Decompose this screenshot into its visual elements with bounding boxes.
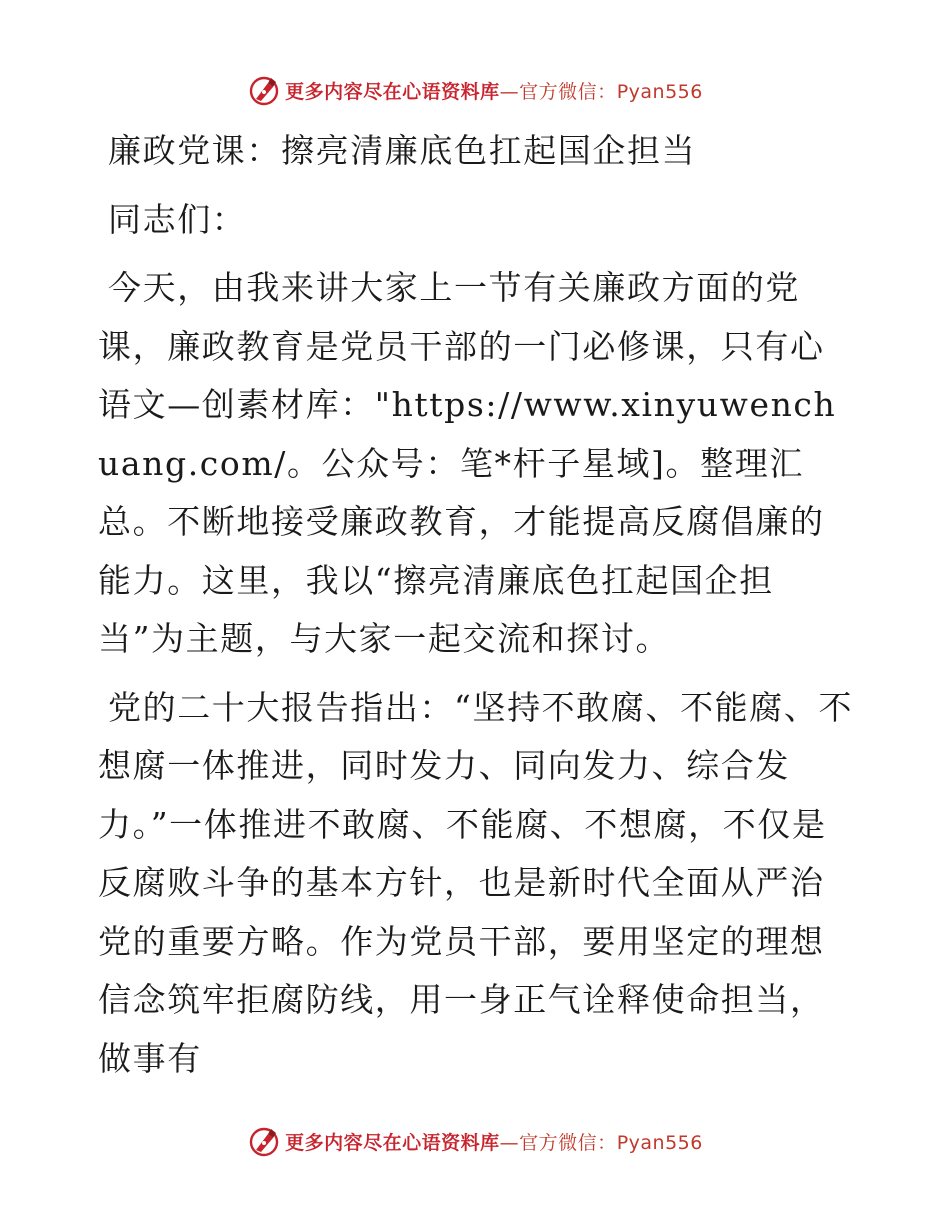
paragraph-2: 党的二十大报告指出：“坚持不敢腐、不能腐、不想腐一体推进，同时发力、同向发力、综合发力。”一体推进不敢腐、不能腐、不想腐，不仅是反腐败斗争的基本方针，也是新时代全面从严治党的重要方略。作为党员干部，要用坚定的理想信念筑牢拒腐防线，用一身正气诠释使命担当，做事有 xyxy=(98,687,854,1078)
banner-main-text: 更多内容尽在心语资料库 xyxy=(285,80,500,103)
banner-wechat-id: Pyan556 xyxy=(616,1131,703,1154)
banner-separator-text: —官方微信： xyxy=(499,1131,617,1154)
header-banner xyxy=(0,70,950,110)
pen-nib-logo-icon xyxy=(247,1124,281,1158)
banner-wechat-id: Pyan556 xyxy=(616,80,703,103)
footer-banner xyxy=(0,1121,950,1161)
paragraph-1: 今天，由我来讲大家上一节有关廉政方面的党课，廉政教育是党员干部的一门必修课，只有心语文—创素材库："https://www.xinyuwenchuang.com/。公众号：笔*杆子星域]。整理汇总。不断地接受廉政教育，才能提高反腐倡廉的能力。这里，我以“擦亮清廉底色扛起国企担当”为主题，与大家一起交流和探讨。 xyxy=(98,268,837,658)
banner-main-text: 更多内容尽在心语资料库 xyxy=(285,1131,500,1154)
pen-nib-logo-icon xyxy=(247,73,281,107)
banner-separator-text: —官方微信： xyxy=(499,80,617,103)
document-greeting: 同志们： xyxy=(108,199,247,239)
document-body xyxy=(98,122,858,1098)
document-title: 廉政党课：擦亮清廉底色扛起国企担当 xyxy=(108,131,697,170)
